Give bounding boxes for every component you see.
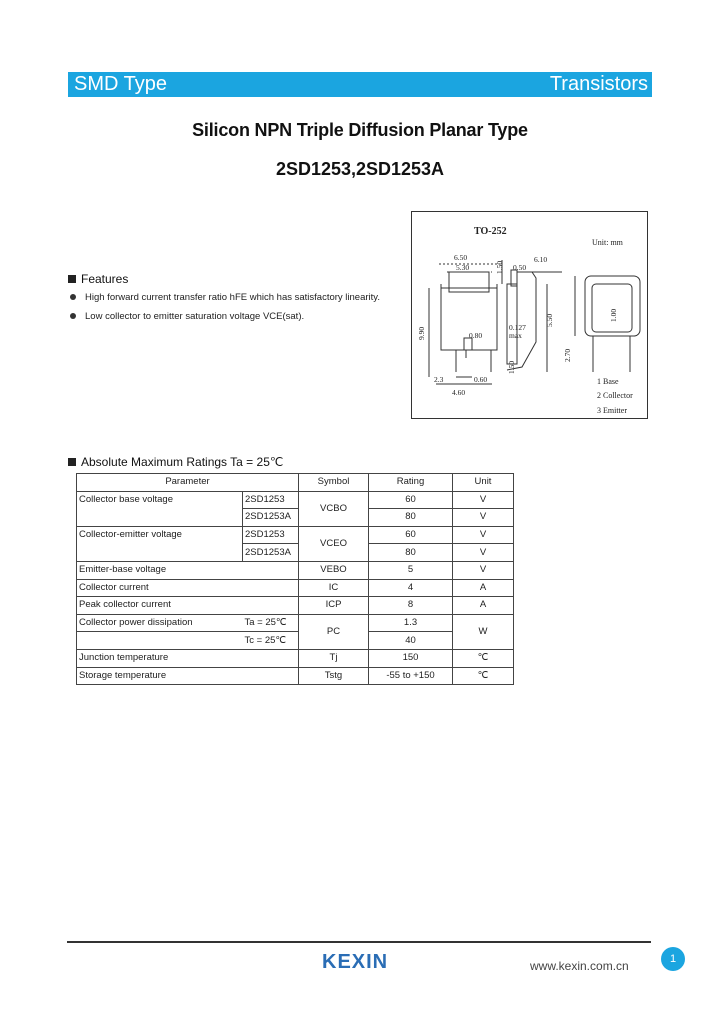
bullet-icon — [70, 294, 76, 300]
dim-1-00: 1.00 — [609, 308, 618, 322]
square-bullet-icon — [68, 458, 76, 466]
pin-1-label: 1 Base — [597, 377, 619, 386]
dim-5-30: 5.30 — [456, 263, 470, 272]
symbol-cell: PC — [299, 614, 369, 649]
dim-9-90: 9.90 — [417, 326, 426, 340]
rating-cell: -55 to +150 — [369, 667, 453, 685]
param-cell: Collector current — [77, 579, 299, 597]
dim-1-50: 1.50 — [495, 260, 504, 274]
table-row — [77, 649, 514, 667]
table-row — [77, 561, 514, 579]
package-drawing — [411, 211, 648, 419]
rating-cell: 60 — [369, 526, 453, 544]
condition-cell: Ta = 25℃ — [243, 614, 299, 632]
ratings-heading — [68, 455, 283, 469]
param-cell: Collector power dissipation — [77, 614, 243, 632]
header-category: SMD Type — [74, 73, 167, 95]
unit-cell: ℃ — [453, 649, 514, 667]
table-header-row — [77, 474, 514, 492]
param-cell: Storage temperature — [77, 667, 299, 685]
unit-cell: A — [453, 597, 514, 615]
header-bar — [68, 72, 652, 97]
condition-cell: Tc = 25℃ — [243, 632, 299, 650]
symbol-cell: IC — [299, 579, 369, 597]
pin-3-label: 3 Emitter — [597, 406, 627, 415]
dim-0-80: 0.80 — [469, 331, 483, 340]
symbol-cell: Tj — [299, 649, 369, 667]
unit-cell: V — [453, 509, 514, 527]
ratings-table — [76, 473, 514, 685]
company-logo: KEXIN — [322, 951, 389, 973]
rating-cell: 80 — [369, 509, 453, 527]
website-link[interactable]: www.kexin.com.cn — [530, 959, 629, 973]
unit-cell: V — [453, 491, 514, 509]
variant-cell: 2SD1253A — [243, 509, 299, 527]
package-outline-drawing — [412, 212, 647, 418]
symbol-cell: Tstg — [299, 667, 369, 685]
unit-cell: V — [453, 526, 514, 544]
unit-cell: V — [453, 544, 514, 562]
dim-5-50: 5.50 — [545, 313, 554, 327]
unit-cell: V — [453, 561, 514, 579]
dim-2-70: 2.70 — [563, 348, 572, 362]
part-number: 2SD1253,2SD1253A — [275, 159, 445, 179]
col-header-symbol: Symbol — [299, 474, 369, 492]
dim-6-50: 6.50 — [454, 253, 468, 262]
package-unit: Unit: mm — [592, 238, 623, 247]
features-heading-text: Features — [81, 272, 129, 286]
rating-cell: 150 — [369, 649, 453, 667]
table-row — [77, 632, 514, 650]
rating-cell: 60 — [369, 491, 453, 509]
col-header-parameter: Parameter — [77, 474, 299, 492]
unit-cell: W — [453, 614, 514, 649]
document-title: Silicon NPN Triple Diffusion Planar Type — [192, 120, 528, 140]
unit-cell: A — [453, 579, 514, 597]
page-number: 1 — [661, 947, 685, 971]
dim-0-50: 0.50 — [513, 263, 527, 272]
feature-item-2: Low collector to emitter saturation voltage VCE(sat). — [85, 311, 305, 322]
dim-max: max — [509, 331, 522, 340]
variant-cell: 2SD1253A — [243, 544, 299, 562]
dim-4-60: 4.60 — [452, 388, 466, 397]
param-cell-empty — [77, 632, 243, 650]
dim-0-60: 0.60 — [474, 375, 488, 384]
rating-cell: 8 — [369, 597, 453, 615]
square-bullet-icon — [68, 275, 76, 283]
param-cell: Junction temperature — [77, 649, 299, 667]
param-cell: Collector-emitter voltage — [77, 526, 243, 561]
unit-cell: ℃ — [453, 667, 514, 685]
table-row — [77, 614, 514, 632]
dim-0-127: 0.127 — [509, 323, 526, 332]
dim-2-3: 2.3 — [434, 375, 444, 384]
table-row — [77, 667, 514, 685]
rating-cell: 4 — [369, 579, 453, 597]
table-row — [77, 597, 514, 615]
dim-6-10: 6.10 — [534, 255, 548, 264]
param-cell: Collector base voltage — [77, 491, 243, 526]
feature-item-1: High forward current transfer ratio hFE which has satisfactory linearity. — [85, 292, 380, 303]
bullet-icon — [70, 313, 76, 319]
table-row — [77, 526, 514, 544]
symbol-cell: VCBO — [299, 491, 369, 526]
rating-cell: 5 — [369, 561, 453, 579]
symbol-cell: VEBO — [299, 561, 369, 579]
table-row — [77, 579, 514, 597]
param-cell: Emitter-base voltage — [77, 561, 299, 579]
features-heading — [68, 272, 128, 286]
rating-cell: 40 — [369, 632, 453, 650]
table-row — [77, 491, 514, 509]
rating-cell: 80 — [369, 544, 453, 562]
symbol-cell: ICP — [299, 597, 369, 615]
package-name: TO-252 — [474, 226, 507, 237]
param-cell: Peak collector current — [77, 597, 299, 615]
col-header-rating: Rating — [369, 474, 453, 492]
col-header-unit: Unit — [453, 474, 514, 492]
rating-cell: 1.3 — [369, 614, 453, 632]
pin-2-label: 2 Collector — [597, 391, 633, 400]
variant-cell: 2SD1253 — [243, 526, 299, 544]
ratings-heading-text: Absolute Maximum Ratings Ta = 25℃ — [81, 455, 284, 469]
dim-1-50-b: 1.50 — [507, 360, 516, 374]
header-product-type: Transistors — [549, 73, 648, 95]
footer-divider — [67, 941, 651, 943]
symbol-cell: VCEO — [299, 526, 369, 561]
variant-cell: 2SD1253 — [243, 491, 299, 509]
